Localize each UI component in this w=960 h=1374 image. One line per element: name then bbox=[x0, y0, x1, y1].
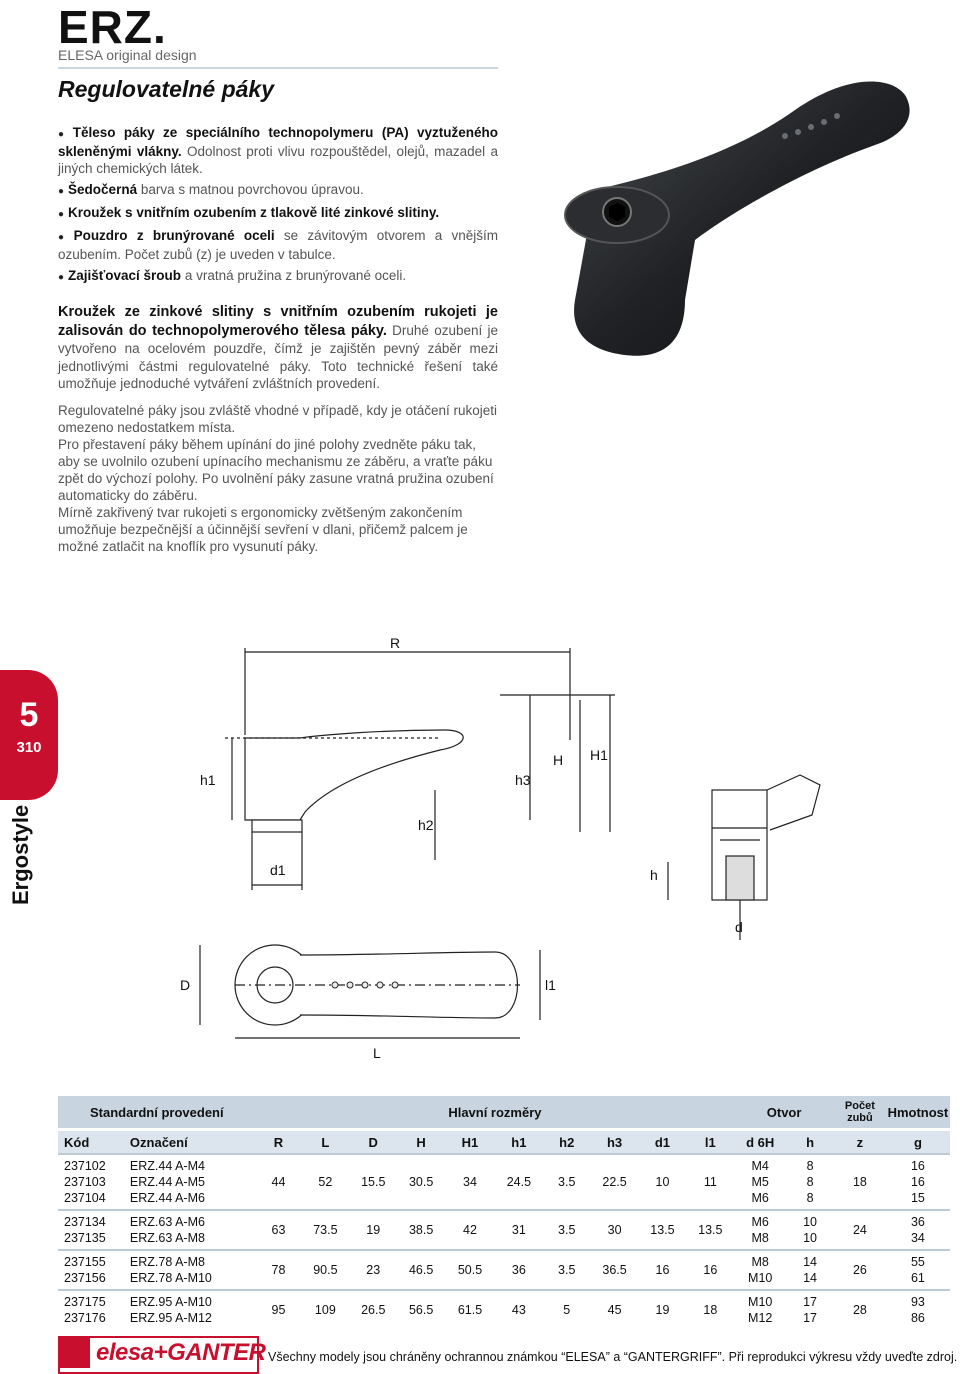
technical-drawing bbox=[0, 560, 960, 1070]
feature-item: ● Zajišťovací šroub a vratná pružina z brunýrované oceli. bbox=[58, 267, 498, 286]
footer-note: Všechny modely jsou chráněny ochrannou známkou “ELESA” a “GANTERGRIFF”. Při reprodukci výkresu vždy uveďte zdroj. bbox=[268, 1350, 958, 1364]
usage-paragraph: Mírně zakřivený tvar rukojeti s ergonomicky zvětšeným zakončením umožňuje bezpečnější a účinnější sevření v dlani, přičemž palcem je možné zatlačit na knoflík pro vysunutí páky. bbox=[58, 505, 468, 554]
col-H1: H1 bbox=[445, 1130, 495, 1155]
label-H: H bbox=[553, 752, 564, 768]
product-photo bbox=[545, 40, 925, 400]
page-number: 310 bbox=[16, 739, 42, 756]
label-l1: l1 bbox=[545, 977, 556, 993]
section-name: Ergostyle bbox=[8, 804, 33, 905]
product-subtitle: ELESA original design bbox=[58, 47, 197, 63]
feature-item: ● Kroužek s vnitřním ozubením z tlakově lité zinkové slitiny. bbox=[58, 204, 498, 223]
col-g: g bbox=[886, 1130, 950, 1155]
label-h3: h3 bbox=[515, 772, 531, 788]
feature-item: ● Těleso páky ze speciálního technopolymeru (PA) vyztuženého skleněnými vlákny. Odolnost proti vlivu rozpouštědel, olejů, mazadel a jiných chemických látek. bbox=[58, 124, 498, 177]
group-bore: Otvor bbox=[734, 1096, 834, 1130]
table-row: 237134 237135 ERZ.63 A-M6 ERZ.63 A-M8 63 73.5 19 38.5 42 31 3.5 30 13.5 13.5 M6 M8 10 10 24 36 34 bbox=[58, 1210, 950, 1250]
col-R: R bbox=[256, 1130, 302, 1155]
label-d1: d1 bbox=[270, 862, 286, 878]
dimensions-table bbox=[58, 1096, 950, 1329]
feature-list bbox=[58, 124, 498, 290]
product-code: ERZ. bbox=[58, 1, 167, 53]
group-main-dims: Hlavní rozměry bbox=[256, 1096, 735, 1130]
col-L: L bbox=[301, 1130, 349, 1155]
label-D: D bbox=[180, 977, 191, 993]
chapter-number: 5 bbox=[19, 696, 39, 734]
table-row: 237175 237176 ERZ.95 A-M10 ERZ.95 A-M12 95 109 26.5 56.5 61.5 43 5 45 19 18 M10 M12 17 17 28 93 86 bbox=[58, 1290, 950, 1329]
col-h3: h3 bbox=[591, 1130, 639, 1155]
usage-paragraph: Regulovatelné páky jsou zvláště vhodné v případě, kdy je otáčení rukojeti omezeno nedostatkem místa. bbox=[58, 403, 498, 435]
label-d: d bbox=[735, 919, 743, 935]
label-R: R bbox=[390, 635, 401, 651]
col-h: h bbox=[786, 1130, 834, 1155]
group-teeth: Počet zubů bbox=[834, 1096, 886, 1130]
col-h2: h2 bbox=[543, 1130, 591, 1155]
description-paragraph: Kroužek ze zinkové slitiny s vnitřním ozubením rukojeti je zalisován do technopolymerového tělesa páky. Druhé ozubení je vytvořeno na ocelovém pouzdře, čímž je zajištěn pevný záběr mezi jednotlivými částmi regulovatelné páky. Toto technické řešení také umožňuje jednoduché vytváření zvláštních provedení. bbox=[58, 304, 499, 391]
table-row: 237102 237103 237104 ERZ.44 A-M4 ERZ.44 A-M5 ERZ.44 A-M6 44 52 15.5 30.5 34 24.5 3.5 22.5 10 11 M4 M5 M6 8 8 8 18 16 16 15 bbox=[58, 1154, 950, 1210]
col-desc: Označení bbox=[124, 1130, 256, 1155]
label-L: L bbox=[373, 1045, 381, 1061]
usage-paragraph: Pro přestavení páky během upínání do jiné polohy zvedněte páku tak, aby se uvolnilo ozubení upínacího mechanismu ze záběru, a vraťte páku zpět do výchozí polohy. Po uvolnění páky zasune vratná pružina ozubení automaticky do záběru. bbox=[58, 437, 494, 503]
label-h: h bbox=[650, 867, 658, 883]
label-H1: H1 bbox=[590, 747, 608, 763]
col-D: D bbox=[349, 1130, 397, 1155]
table-row: 237155 237156 ERZ.78 A-M8 ERZ.78 A-M10 78 90.5 23 46.5 50.5 36 3.5 36.5 16 16 M8 M10 14 14 26 55 61 bbox=[58, 1250, 950, 1290]
feature-item: ● Pouzdro z brunýrované oceli se závitovým otvorem a vnějším ozubením. Počet zubů (z) je uveden v tabulce. bbox=[58, 227, 498, 263]
brand-logo-icon bbox=[60, 1338, 90, 1368]
group-standard: Standardní provedení bbox=[58, 1096, 256, 1130]
label-h1: h1 bbox=[200, 772, 216, 788]
col-H: H bbox=[397, 1130, 445, 1155]
brand-logo-text: elesa+GANTER bbox=[96, 1339, 266, 1366]
usage-text bbox=[58, 402, 498, 555]
col-d6H: d 6H bbox=[734, 1130, 786, 1155]
group-weight: Hmotnost bbox=[886, 1096, 950, 1130]
col-z: z bbox=[834, 1130, 886, 1155]
col-d1: d1 bbox=[639, 1130, 687, 1155]
group-header-row bbox=[58, 1096, 950, 1130]
col-h1: h1 bbox=[495, 1130, 543, 1155]
column-header-row bbox=[58, 1130, 950, 1155]
header-divider bbox=[58, 67, 498, 69]
col-l1: l1 bbox=[686, 1130, 734, 1155]
feature-item: ● Šedočerná barva s matnou povrchovou úpravou. bbox=[58, 181, 498, 200]
page-title: Regulovatelné páky bbox=[58, 76, 275, 102]
col-code: Kód bbox=[58, 1130, 124, 1155]
label-h2: h2 bbox=[418, 817, 434, 833]
